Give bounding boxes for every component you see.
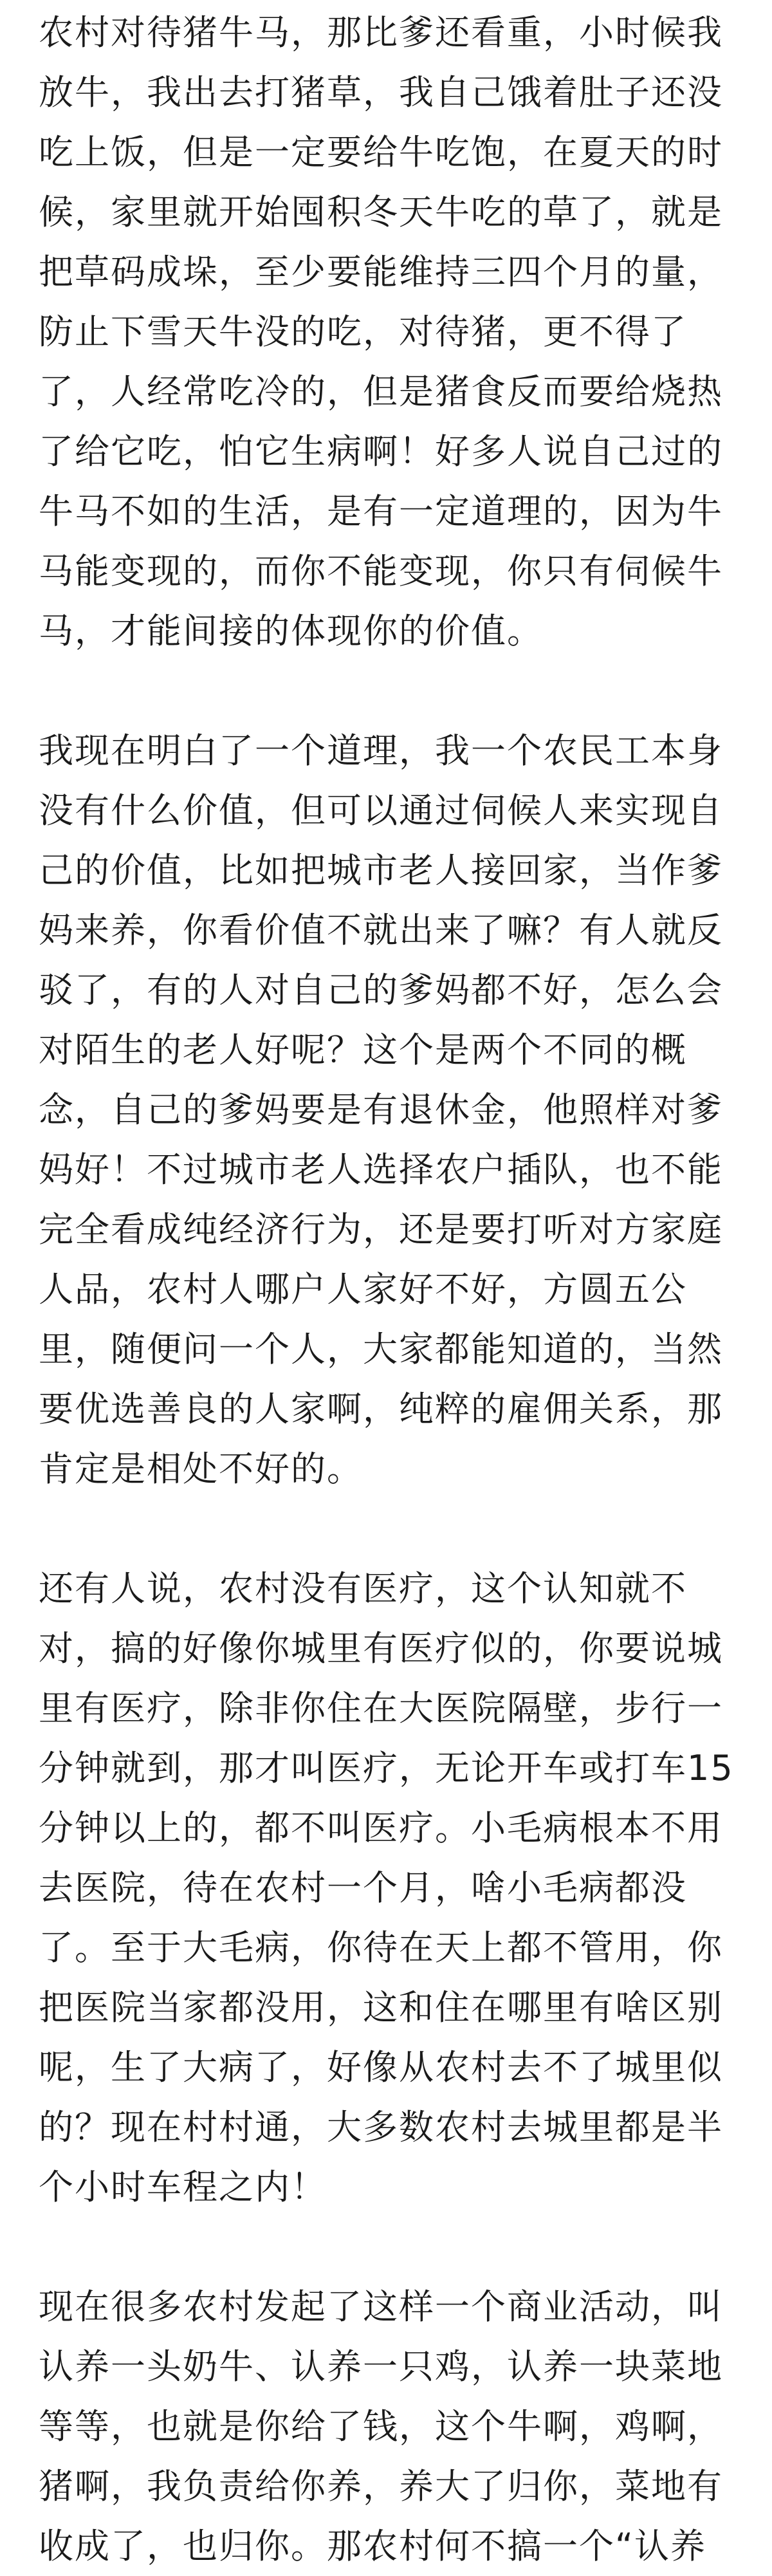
text-line: 马能变现的，而你不能变现，你只有伺候牛	[39, 551, 723, 591]
paragraph-2	[39, 721, 733, 1499]
text-line: 里有医疗，除非你住在大医院隔壁，步行一	[39, 1688, 723, 1728]
text-line: 猪啊，我负责给你养，养大了归你，菜地有	[39, 2466, 723, 2507]
text-line: 了给它吃，怕它生病啊！好多人说自己过的	[39, 431, 723, 472]
text-line: 己的价值，比如把城市老人接回家，当作爹	[39, 850, 723, 891]
text-line: 候，家里就开始囤积冬天牛吃的草了，就是	[39, 192, 723, 232]
text-line: 了。至于大毛病，你待在天上都不管用，你	[39, 1927, 723, 1968]
text-line: 妈好！不过城市老人选择农户插队，也不能	[39, 1149, 723, 1190]
text-line: 了，人经常吃冷的，但是猪食反而要给烧热	[39, 371, 723, 412]
text-line: 对，搞的好像你城里有医疗似的，你要说城	[39, 1628, 723, 1669]
text-line: 收成了，也归你。那农村何不搞一个“认养	[39, 2526, 706, 2566]
text-line: 没有什么价值，但可以通过伺候人来实现自	[39, 790, 723, 831]
paragraph-3	[39, 1559, 733, 2217]
text-line: 对陌生的老人好呢？这个是两个不同的概	[39, 1030, 687, 1070]
text-line: 防止下雪天牛没的吃，对待猪，更不得了	[39, 311, 687, 352]
paragraph-1	[39, 3, 733, 661]
text-line: 吃上饭，但是一定要给牛吃饱，在夏天的时	[39, 132, 723, 172]
article-body	[39, 0, 733, 2576]
text-line: 肯定是相处不好的。	[39, 1449, 363, 1489]
text-line: 个小时车程之内！	[39, 2167, 327, 2207]
text-line: 我现在明白了一个道理，我一个农民工本身	[39, 730, 723, 771]
text-line: 去医院，待在农村一个月，啥小毛病都没	[39, 1867, 687, 1908]
text-line: 认养一头奶牛、认养一只鸡，认养一块菜地	[39, 2346, 723, 2387]
text-line: 分钟以上的，都不叫医疗。小毛病根本不用	[39, 1808, 723, 1848]
text-line: 放牛，我出去打猪草，我自己饿着肚子还没	[39, 72, 723, 113]
text-line: 要优选善良的人家啊，纯粹的雇佣关系，那	[39, 1389, 723, 1429]
text-line: 等等，也就是你给了钱，这个牛啊，鸡啊，	[39, 2406, 723, 2447]
text-line: 里，随便问一个人，大家都能知道的，当然	[39, 1329, 723, 1369]
text-line: 呢，生了大病了，好像从农村去不了城里似	[39, 2047, 723, 2088]
text-line: 完全看成纯经济行为，还是要打听对方家庭	[39, 1209, 723, 1250]
text-line: 的？现在村村通，大多数农村去城里都是半	[39, 2107, 723, 2147]
text-line: 把医院当家都没用，这和住在哪里有啥区别	[39, 1987, 723, 2028]
text-line: 还有人说，农村没有医疗，这个认知就不	[39, 1568, 687, 1609]
paragraph-4	[39, 2277, 733, 2576]
text-line: 妈来养，你看价值不就出来了嘛？有人就反	[39, 910, 723, 950]
text-line: 马，才能间接的体现你的价值。	[39, 611, 543, 651]
text-line: 分钟就到，那才叫医疗，无论开车或打车15	[39, 1748, 734, 1788]
text-line: 驳了，有的人对自己的爹妈都不好，怎么会	[39, 970, 723, 1010]
text-line: 念，自己的爹妈要是有退休金，他照样对爹	[39, 1089, 723, 1130]
text-line: 农村对待猪牛马，那比爹还看重，小时候我	[39, 12, 723, 53]
text-line: 把草码成垛，至少要能维持三四个月的量，	[39, 252, 723, 292]
text-line: 人品，农村人哪户人家好不好，方圆五公	[39, 1269, 687, 1310]
text-line: 牛马不如的生活，是有一定道理的，因为牛	[39, 491, 723, 532]
text-line: 现在很多农村发起了这样一个商业活动，叫	[39, 2286, 723, 2327]
